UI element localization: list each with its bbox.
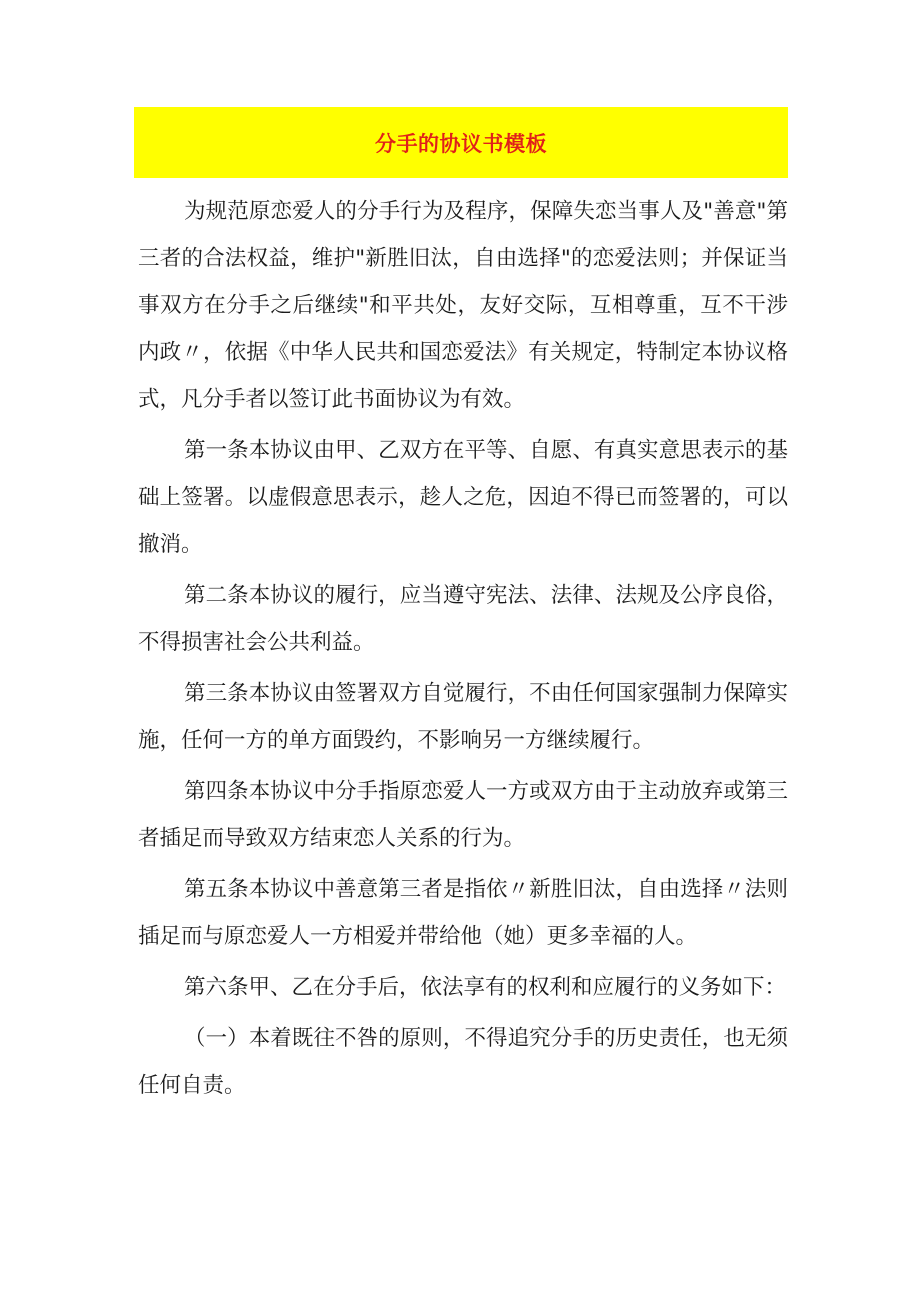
title-banner bbox=[134, 107, 788, 178]
article-6-item-1-paragraph: （一）本着既往不咎的原则，不得追究分手的历史责任，也无须任何自责。 bbox=[138, 1026, 788, 1098]
article-5-paragraph: 第五条本协议中善意第三者是指依〃新胜旧汰，自由选择〃法则插足而与原恋爱人一方相爱并带给他（她）更多幸福的人。 bbox=[138, 877, 788, 949]
document-body bbox=[138, 188, 788, 1113]
document-title: 分手的协议书模板 bbox=[375, 131, 547, 156]
article-1-paragraph: 第一条本协议由甲、乙双方在平等、自愿、有真实意思表示的基础上签署。以虚假意思表示，趁人之危，因迫不得已而签署的，可以撤消。 bbox=[138, 438, 788, 557]
article-2-paragraph: 第二条本协议的履行，应当遵守宪法、法律、法规及公序良俗，不得损害社会公共利益。 bbox=[138, 583, 788, 655]
article-3-paragraph: 第三条本协议由签署双方自觉履行，不由任何国家强制力保障实施，任何一方的单方面毁约，不影响另一方继续履行。 bbox=[138, 681, 788, 753]
article-4-paragraph: 第四条本协议中分手指原恋爱人一方或双方由于主动放弃或第三者插足而导致双方结束恋人关系的行为。 bbox=[138, 779, 788, 851]
preamble-paragraph: 为规范原恋爱人的分手行为及程序，保障失恋当事人及"善意"第三者的合法权益，维护"新胜旧汰，自由选择"的恋爱法则；并保证当事双方在分手之后继续"和平共处，友好交际，互相尊重，互不干涉内政〃，依据《中华人民共和国恋爱法》有关规定，特制定本协议格式，凡分手者以签订此书面协议为有效。 bbox=[138, 199, 788, 412]
article-6-paragraph: 第六条甲、乙在分手后，依法享有的权利和应履行的义务如下： bbox=[184, 975, 787, 1000]
